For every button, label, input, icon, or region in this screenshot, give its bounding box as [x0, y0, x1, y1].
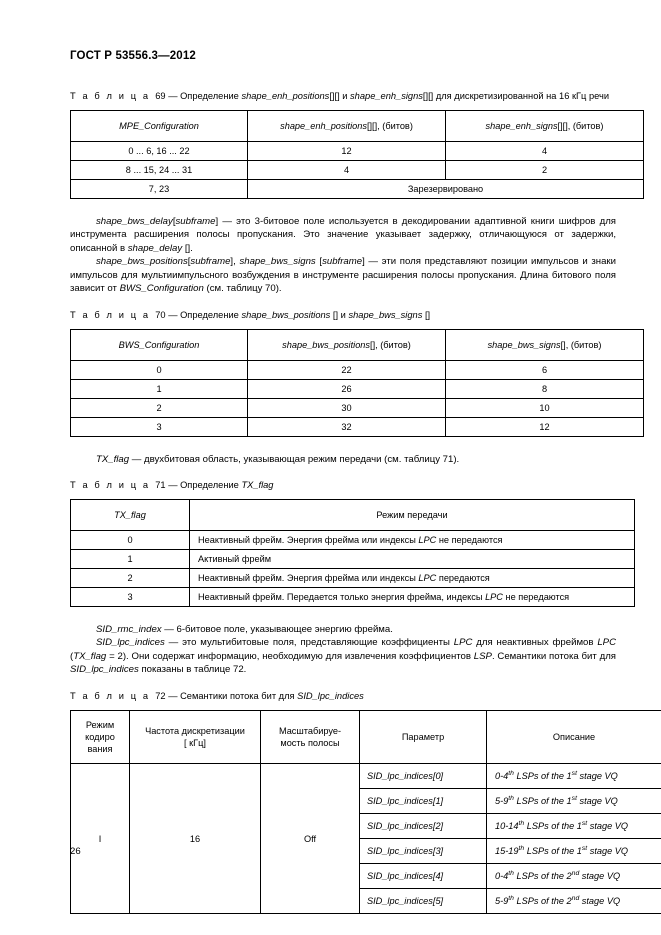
- cell-mode: [190, 587, 635, 606]
- term-tx-flag: TX_flag: [96, 454, 130, 466]
- cell-tx-flag: 3: [71, 587, 190, 606]
- text: ],: [230, 256, 240, 268]
- param-index: [5]: [432, 896, 444, 907]
- caption-italic-2: shape_bws_signs: [348, 310, 423, 321]
- desc-tail: stage VQ: [576, 796, 618, 807]
- caption-italic-1: TX_flag: [241, 479, 274, 490]
- header-line: [ кГц]: [184, 738, 206, 749]
- cell-reserved: Зарезервировано: [248, 180, 644, 199]
- caption-number: 69: [155, 91, 166, 101]
- term-lpc: LPC: [453, 637, 473, 649]
- param-italic: [367, 821, 443, 831]
- param-italic: [367, 896, 443, 906]
- text: Неактивный фрейм. Энергия фрейма или индексы: [198, 572, 419, 583]
- desc-stage-ordinal: st: [571, 770, 577, 778]
- desc-range: 0-4: [495, 771, 509, 782]
- document-header: ГОСТ Р 53556.3—2012: [70, 50, 196, 62]
- table-header-row: [71, 330, 644, 361]
- text: — это мультибитовые поля, представляющие коэффициенты: [164, 637, 454, 649]
- desc-range: 15-19: [495, 846, 519, 857]
- term-lsp: LSP: [473, 650, 492, 662]
- table-row: [71, 418, 644, 437]
- header-italic: shape_bws_positions: [282, 340, 371, 351]
- paragraph-sid-lpc-indices: [70, 636, 616, 676]
- paragraph-shape-bws-positions: [70, 255, 616, 295]
- header-line: вания: [87, 744, 113, 755]
- param-name: SID_lpc_indices: [367, 846, 433, 857]
- desc-mid: LSPs of the 2: [513, 896, 572, 907]
- cell-coding-mode: I: [71, 764, 130, 914]
- table-row: [71, 180, 644, 199]
- cell-description: [487, 789, 661, 814]
- param-name: SID_lpc_indices: [367, 796, 433, 807]
- table-row: [71, 380, 644, 399]
- table-row: [71, 549, 635, 568]
- text: = 2). Они содержат информацию, необходимую для извлечения коэффициентов: [106, 650, 474, 662]
- text: [: [315, 256, 323, 268]
- paragraph-tx-flag: [70, 453, 616, 466]
- cell-tx-flag: 2: [71, 568, 190, 587]
- text: для неактивных фреймов: [472, 637, 598, 649]
- term-lpc: LPC: [597, 637, 616, 649]
- desc-stage-ordinal: nd: [571, 895, 580, 903]
- desc-stage-ordinal: st: [581, 845, 588, 853]
- text: (: [70, 650, 74, 662]
- paragraph-sid-rmc-index: [70, 623, 616, 636]
- desc-stage-ordinal: st: [581, 820, 588, 828]
- cell-positions-bits: 22: [248, 361, 446, 380]
- cell-description: [487, 839, 661, 864]
- header-plain: [], (битов): [560, 340, 602, 351]
- desc-italic: [495, 771, 618, 781]
- table-row: [71, 142, 644, 161]
- column-header-coding-mode: [71, 711, 130, 764]
- term-tx-flag: TX_flag: [73, 650, 107, 662]
- column-header-bws-configuration: [71, 330, 248, 361]
- cell-positions-bits: 4: [248, 161, 446, 180]
- cell-positions-bits: 30: [248, 399, 446, 418]
- param-index: [3]: [432, 846, 444, 857]
- term-lpc: LPC: [418, 572, 437, 583]
- cell-positions-bits: 12: [248, 142, 446, 161]
- caption-plain-2: [][] для дискретизированной на 16 кГц речи: [422, 91, 610, 101]
- caption-number: 71: [155, 479, 166, 490]
- text: не передаются: [502, 591, 570, 602]
- cell-signs-bits: 10: [446, 399, 644, 418]
- text: ] — эти поля представляют позиции импульсов и знаки импульсов для мультиимпульсного возбуждения в инструменте расширения полосы пропускания. Длина битового поля зависит от: [70, 256, 616, 295]
- cell-configuration: 8 ... 15, 24 ... 31: [71, 161, 248, 180]
- table-71-caption: [70, 479, 616, 492]
- cell-bandwidth-scalability: Off: [261, 764, 360, 914]
- cell-parameter: [360, 889, 487, 914]
- desc-mid: LSPs of the 2: [513, 871, 572, 882]
- header-italic: MPE_Configuration: [119, 121, 199, 131]
- column-header-shape-bws-positions: [248, 330, 446, 361]
- text: ] — это 3-битовое поле используется в декодировании адаптивной книги шифров для инструмента расширения полосы пропускания. Это значение указывает задержку, отличающуюся от задержки, описанной в: [70, 216, 616, 254]
- desc-stage-ordinal: st: [571, 795, 577, 803]
- term-lpc: LPC: [485, 591, 503, 602]
- header-italic: shape_enh_signs: [485, 121, 558, 131]
- table-header-row: [71, 499, 635, 530]
- header-italic: BWS_Configuration: [118, 340, 200, 351]
- param-name: SID_lpc_indices: [367, 871, 433, 882]
- column-header-tx-flag: [71, 499, 190, 530]
- desc-italic: [495, 871, 620, 881]
- cell-parameter: [360, 864, 487, 889]
- desc-ordinal: th: [508, 870, 514, 878]
- desc-tail: stage VQ: [587, 846, 629, 857]
- caption-label: Т а б л и ц а: [70, 691, 151, 702]
- term-sid-lpc-indices: SID_lpc_indices: [96, 637, 165, 649]
- param-name: SID_lpc_indices: [367, 771, 433, 782]
- table-70-caption: [70, 309, 616, 322]
- param-italic: [367, 871, 443, 881]
- paragraph-shape-bws-delay: [70, 215, 616, 255]
- desc-ordinal: th: [508, 770, 514, 778]
- cell-configuration: 0 ... 6, 16 ... 22: [71, 142, 248, 161]
- page-content: [70, 50, 629, 914]
- cell-tx-flag: 0: [71, 530, 190, 549]
- cell-description: [487, 889, 661, 914]
- desc-range: 5-9: [495, 896, 509, 907]
- term-subframe: subframe: [322, 256, 363, 268]
- text: Неактивный фрейм. Энергия фрейма или индексы: [198, 534, 419, 545]
- header-line: Режим: [85, 720, 115, 731]
- header-line: мость полосы: [280, 738, 340, 749]
- param-index: [1]: [432, 796, 444, 807]
- cell-parameter: [360, 764, 487, 789]
- header-line: кодиро: [85, 732, 115, 743]
- term-shape-bws-delay: shape_bws_delay: [96, 216, 173, 227]
- desc-mid: LSPs of the 1: [524, 846, 582, 857]
- table-header-row: [71, 711, 661, 764]
- text: [].: [182, 242, 193, 254]
- desc-ordinal: th: [518, 845, 525, 853]
- param-italic: [367, 796, 443, 806]
- caption-text: — Определение: [165, 91, 242, 101]
- desc-tail: stage VQ: [579, 871, 621, 882]
- desc-mid: LSPs of the 1: [513, 796, 572, 807]
- text: не передаются: [436, 534, 503, 545]
- cell-description: [487, 764, 661, 789]
- desc-ordinal: th: [508, 795, 514, 803]
- desc-tail: stage VQ: [576, 771, 618, 782]
- cell-signs-bits: 2: [446, 161, 644, 180]
- table-header-row: [71, 111, 644, 142]
- header-italic: TX_flag: [114, 509, 146, 520]
- desc-mid: LSPs of the 1: [524, 821, 582, 832]
- text: — двухбитовая область, указывающая режим передачи (см. таблицу 71).: [129, 454, 460, 466]
- text: Активный фрейм: [198, 553, 272, 564]
- cell-signs-bits: 4: [446, 142, 644, 161]
- desc-tail: stage VQ: [579, 896, 621, 907]
- header-italic: shape_bws_signs: [487, 340, 561, 351]
- cell-configuration: 1: [71, 380, 248, 399]
- table-69-caption: [70, 90, 616, 103]
- header-line: Частота дискретизации: [145, 726, 245, 737]
- caption-number: 72: [155, 691, 166, 702]
- table-row: [71, 161, 644, 180]
- caption-text: — Определение: [165, 310, 242, 321]
- desc-stage-ordinal: nd: [571, 870, 580, 878]
- caption-label: Т а б л и ц а: [70, 310, 151, 321]
- header-plain: [][], (битов): [366, 121, 413, 131]
- text: [: [187, 256, 191, 268]
- cell-sampling-rate: 16: [130, 764, 261, 914]
- desc-ordinal: th: [508, 895, 514, 903]
- cell-parameter: [360, 839, 487, 864]
- column-header-shape-enh-positions: [248, 111, 446, 142]
- cell-signs-bits: 6: [446, 361, 644, 380]
- header-italic: shape_enh_positions: [280, 121, 367, 131]
- text: передаются: [436, 572, 490, 583]
- param-italic: [367, 771, 443, 781]
- caption-italic-2: shape_enh_signs: [350, 91, 423, 101]
- text: [: [172, 216, 176, 227]
- header-plain: [][], (битов): [557, 121, 604, 131]
- cell-signs-bits: 12: [446, 418, 644, 437]
- table-row: [71, 530, 635, 549]
- column-header-mpe-configuration: [71, 111, 248, 142]
- table-row: [71, 587, 635, 606]
- table-row: [71, 764, 661, 789]
- term-sid-lpc-indices: SID_lpc_indices: [70, 664, 139, 676]
- desc-range: 5-9: [495, 796, 509, 807]
- term-subframe: subframe: [190, 256, 231, 268]
- table-row: [71, 399, 644, 418]
- header-plain: [], (битов): [370, 340, 411, 351]
- column-header-parameter: Параметр: [360, 711, 487, 764]
- table-72: [70, 710, 661, 914]
- term-bws-configuration: BWS_Configuration: [119, 283, 204, 295]
- term-shape-bws-positions: shape_bws_positions: [96, 256, 188, 268]
- page-number: 26: [70, 846, 81, 857]
- table-70: [70, 329, 644, 437]
- text: (см. таблицу 70).: [203, 283, 282, 295]
- table-row: [71, 361, 644, 380]
- cell-mode: [190, 568, 635, 587]
- desc-ordinal: th: [518, 820, 525, 828]
- caption-number: 70: [155, 310, 166, 321]
- caption-italic-1: shape_enh_positions: [241, 91, 330, 101]
- cell-mode: [190, 530, 635, 549]
- caption-label: Т а б л и ц а: [70, 91, 151, 101]
- desc-tail: stage VQ: [587, 821, 629, 832]
- table-71: [70, 499, 635, 607]
- column-header-transmission-mode: Режим передачи: [190, 499, 635, 530]
- term-shape-bws-signs: shape_bws_signs: [239, 256, 316, 268]
- param-index: [2]: [432, 821, 444, 832]
- caption-plain-2: []: [422, 310, 431, 321]
- cell-configuration: 3: [71, 418, 248, 437]
- column-header-description: Описание: [487, 711, 661, 764]
- caption-label: Т а б л и ц а: [70, 479, 151, 490]
- caption-text: — Семантики потока бит для: [165, 691, 298, 702]
- table-row: [71, 568, 635, 587]
- text: . Семантики потока бит для: [491, 650, 616, 662]
- desc-italic: [495, 846, 628, 856]
- cell-tx-flag: 1: [71, 549, 190, 568]
- cell-configuration: 7, 23: [71, 180, 248, 199]
- param-italic: [367, 846, 443, 856]
- caption-text: — Определение: [165, 479, 242, 490]
- table-69: [70, 110, 644, 199]
- param-index: [4]: [432, 871, 444, 882]
- desc-mid: LSPs of the 1: [513, 771, 572, 782]
- text: Неактивный фрейм. Передается только энергия фрейма, индексы: [198, 591, 486, 602]
- desc-range: 0-4: [495, 871, 509, 882]
- cell-mode: [190, 549, 635, 568]
- text: показаны в таблице 72.: [138, 664, 247, 676]
- column-header-sampling-rate: [130, 711, 261, 764]
- cell-description: [487, 814, 661, 839]
- desc-italic: [495, 821, 628, 831]
- cell-positions-bits: 32: [248, 418, 446, 437]
- cell-configuration: 2: [71, 399, 248, 418]
- param-name: SID_lpc_indices: [367, 896, 433, 907]
- header-line: Масштабируе-: [278, 726, 342, 737]
- desc-italic: [495, 896, 620, 906]
- cell-parameter: [360, 814, 487, 839]
- desc-italic: [495, 796, 618, 806]
- text: — 6-битовое поле, указывающее энергию фрейма.: [161, 623, 393, 635]
- column-header-bandwidth-scalability: [261, 711, 360, 764]
- caption-italic-1: SID_lpc_indices: [297, 691, 364, 702]
- cell-positions-bits: 26: [248, 380, 446, 399]
- desc-range: 10-14: [495, 821, 519, 832]
- caption-plain-1: [][] и: [329, 91, 351, 101]
- term-sid-rmc-index: SID_rmc_index: [96, 623, 162, 635]
- caption-plain-1: [] и: [330, 310, 349, 321]
- table-72-caption: [70, 690, 616, 703]
- caption-italic-1: shape_bws_positions: [241, 310, 331, 321]
- column-header-shape-bws-signs: [446, 330, 644, 361]
- term-shape-delay: shape_delay: [127, 242, 183, 254]
- cell-signs-bits: 8: [446, 380, 644, 399]
- cell-description: [487, 864, 661, 889]
- param-index: [0]: [432, 771, 444, 782]
- cell-parameter: [360, 789, 487, 814]
- column-header-shape-enh-signs: [446, 111, 644, 142]
- term-lpc: LPC: [418, 534, 437, 545]
- cell-configuration: 0: [71, 361, 248, 380]
- term-subframe: subframe: [175, 216, 216, 227]
- param-name: SID_lpc_indices: [367, 821, 433, 832]
